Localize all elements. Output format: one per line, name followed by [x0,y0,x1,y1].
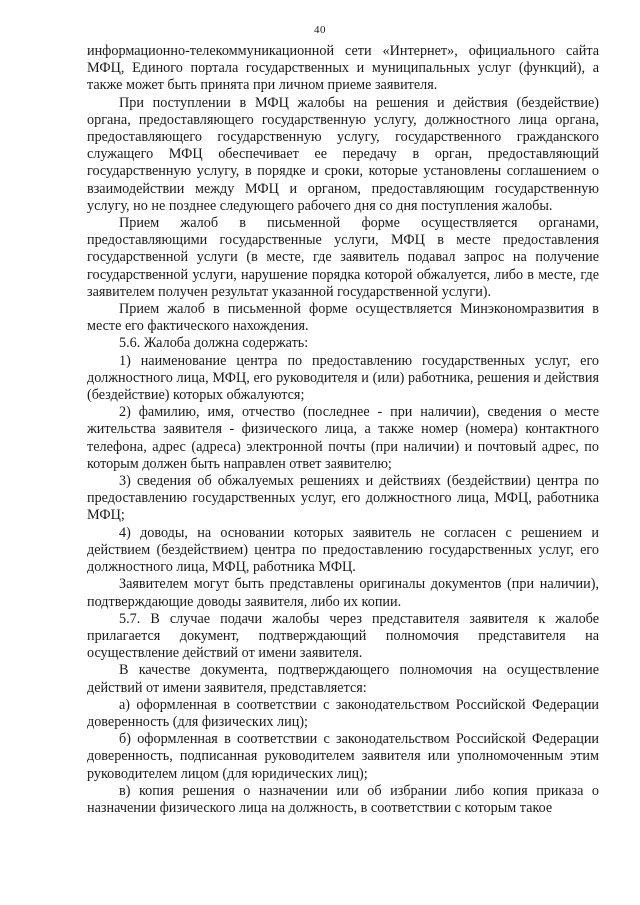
list-item-b: б) оформленная в соответствии с законодательством Российской Федерации доверенность, подписанная руководителем заявителя или уполномоченным этим руководителем лицом (для юридических лиц); [87,731,599,782]
paragraph-section-5-6: 5.6. Жалоба должна содержать: [119,335,309,352]
list-item-a: а) оформленная в соответствии с законодательством Российской Федерации доверенность (для физических лиц); [87,696,599,730]
paragraph-written-complaints: Прием жалоб в письменной форме осуществляется органами, предоставляющими государственные услуги, МФЦ в месте предоставления государственной услуги (в месте, где заявитель подавал запрос на получение государственной услуги, нарушение порядка которой обжалуется, либо в месте, где заявителем получен результат указанной государственной услуги). [87,215,599,300]
page-number: 40 [314,24,326,36]
list-item-4: 4) доводы, на основании которых заявитель не согласен с решением и действием (бездействием) центра по предоставлению государственных услуг, его должностного лица, МФЦ, работника МФЦ. [87,524,599,576]
document-body [87,43,599,817]
list-item-2: 2) фамилию, имя, отчество (последнее - при наличии), сведения о месте жительства заявителя - физического лица, а также номер (номера) контактного телефона, адрес (адреса) электронной почты (при наличии) и почтовый адрес, по которым должен быть направлен ответ заявителю; [87,404,599,472]
paragraph-minekonomrazvitiya: Прием жалоб в письменной форме осуществляется Минэкономразвития в месте его фактического нахождения. [87,301,599,335]
paragraph-mfc-transfer: При поступлении в МФЦ жалобы на решения и действия (бездействие) органа, предоставляющего государственную услугу, должностного лица органа, предоставляющего государственную услугу, государственного гражданского служащего МФЦ обеспечивает ее передачу в орган, предоставляющий государственную услугу, в порядке и сроки, которые установлены соглашением о взаимодействии между МФЦ и органом, предоставляющим государственную услугу, но не позднее следующего рабочего дня со дня поступления жалобы. [87,94,599,214]
list-item-3: 3) сведения об обжалуемых решениях и действиях (бездействии) центра по предоставлению государственных услуг, его должностного лица, МФЦ, работника МФЦ; [87,473,599,524]
list-item-v: в) копия решения о назначении или об избрании либо копия приказа о назначении физического лица на должность, в соответствии с которым такое [87,782,599,816]
paragraph-section-5-7: 5.7. В случае подачи жалобы через представителя заявителя к жалобе прилагается документ, подтверждающий полномочия представителя на осуществление действий от имени заявителя. [87,610,599,662]
list-item-1: 1) наименование центра по предоставлению государственных услуг, его должностного лица, МФЦ, его руководителя и (или) работника, решения и действия (бездействие) которых обжалуются; [87,352,599,404]
paragraph-originals: Заявителем могут быть представлены оригиналы документов (при наличии), подтверждающие доводы заявителя, либо их копии. [87,576,599,610]
paragraph-continuation: информационно-телекоммуникационной сети «Интернет», официального сайта МФЦ, Единого портала государственных и муниципальных услуг (функций), а также может быть принята при личном приеме заявителя. [87,43,599,94]
paragraph-authority-document: В качестве документа, подтверждающего полномочия на осуществление действий от имени заявителя, представляется: [87,662,599,696]
